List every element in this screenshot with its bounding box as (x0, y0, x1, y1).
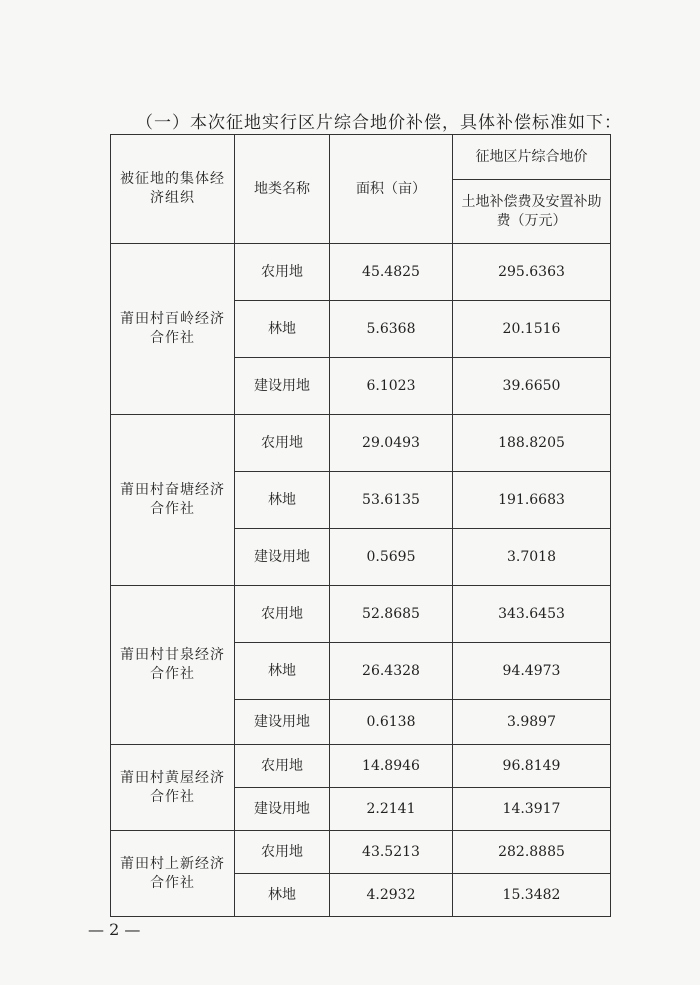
area-cell: 6.1023 (330, 358, 453, 415)
area-cell: 0.6138 (330, 700, 453, 745)
table-row (111, 244, 611, 301)
area-cell: 14.8946 (330, 745, 453, 788)
price-cell: 3.7018 (453, 529, 611, 586)
price-cell: 39.6650 (453, 358, 611, 415)
price-cell: 94.4973 (453, 643, 611, 700)
land-type-cell: 林地 (235, 472, 330, 529)
area-cell: 0.5695 (330, 529, 453, 586)
price-cell: 15.3482 (453, 874, 611, 917)
header-price-group: 征地区片综合地价 (453, 135, 611, 180)
org-cell: 莆田村上新经济合作社 (111, 831, 235, 917)
table-row (111, 831, 611, 874)
intro-paragraph: （一）本次征地实行区片综合地价补偿，具体补偿标准如下： (136, 113, 622, 133)
area-cell: 5.6368 (330, 301, 453, 358)
price-cell: 343.6453 (453, 586, 611, 643)
org-cell: 莆田村百岭经济合作社 (111, 244, 235, 415)
land-type-cell: 建设用地 (235, 358, 330, 415)
header-area: 面积（亩） (330, 135, 453, 244)
table-body (111, 244, 611, 917)
org-cell: 莆田村奋塘经济合作社 (111, 415, 235, 586)
land-type-cell: 林地 (235, 301, 330, 358)
org-cell: 莆田村黄屋经济合作社 (111, 745, 235, 831)
price-cell: 282.8885 (453, 831, 611, 874)
area-cell: 26.4328 (330, 643, 453, 700)
price-cell: 3.9897 (453, 700, 611, 745)
area-cell: 52.8685 (330, 586, 453, 643)
price-cell: 191.6683 (453, 472, 611, 529)
table-row (111, 745, 611, 788)
area-cell: 29.0493 (330, 415, 453, 472)
price-cell: 96.8149 (453, 745, 611, 788)
area-cell: 45.4825 (330, 244, 453, 301)
land-type-cell: 农用地 (235, 244, 330, 301)
price-cell: 295.6363 (453, 244, 611, 301)
header-land-type: 地类名称 (235, 135, 330, 244)
land-type-cell: 建设用地 (235, 700, 330, 745)
area-cell: 2.2141 (330, 788, 453, 831)
land-type-cell: 农用地 (235, 831, 330, 874)
table-row (111, 415, 611, 472)
org-cell: 莆田村甘泉经济合作社 (111, 586, 235, 745)
price-cell: 20.1516 (453, 301, 611, 358)
header-org: 被征地的集体经济组织 (111, 135, 235, 244)
table-row (111, 586, 611, 643)
land-type-cell: 农用地 (235, 415, 330, 472)
area-cell: 43.5213 (330, 831, 453, 874)
page-number: — 2 — (88, 920, 141, 939)
compensation-table (110, 134, 611, 917)
area-cell: 4.2932 (330, 874, 453, 917)
land-type-cell: 林地 (235, 874, 330, 917)
land-type-cell: 建设用地 (235, 788, 330, 831)
price-cell: 14.3917 (453, 788, 611, 831)
land-type-cell: 农用地 (235, 745, 330, 788)
header-price-sub: 土地补偿费及安置补助费（万元） (453, 180, 611, 244)
land-type-cell: 农用地 (235, 586, 330, 643)
price-cell: 188.8205 (453, 415, 611, 472)
land-type-cell: 建设用地 (235, 529, 330, 586)
area-cell: 53.6135 (330, 472, 453, 529)
land-type-cell: 林地 (235, 643, 330, 700)
